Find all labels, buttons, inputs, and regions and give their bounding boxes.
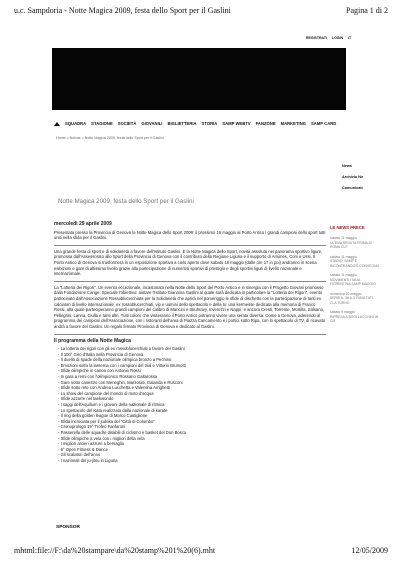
news-date: sabato 11 maggio — [330, 273, 357, 277]
print-header-title: u.c. Sampdoria - Notte Magica 2009, festa dello Sport per il Gaslini — [14, 6, 231, 15]
program-list — [54, 346, 326, 463]
news-text[interactable]: MOVIMENTI ITALIA FIORENTINA SAMP MAGGIO — [330, 277, 376, 286]
main-navigation — [54, 118, 346, 129]
news-text[interactable]: RIPRESA A BOGI LUCCHINI IN GR — [330, 314, 379, 323]
list-item: - 6° Open Fitness & Dance — [58, 447, 326, 453]
list-item: - Lo show del campione del mondo di moto d'acqua — [58, 391, 326, 397]
list-item: - Emozioni sotto la lanterna con i campioni del trial e Vittorio Brumotti — [58, 363, 326, 369]
list-item: - I saggi dell'Aquilium e i giovani della nazionale di ritmica — [58, 402, 326, 408]
list-item: - La lotteria dei rigori con gli ex rossoblucerchiati a favore del Gaslini — [58, 346, 326, 352]
nav-item-stagione[interactable]: STAGIONE — [91, 121, 113, 126]
article-paragraph-2: La "Lotteria dei Rigori". Un evento eccezionale, incastonato nella Notte dello Sport del Porto Antico e in sinergia con il Progetto Giovani promosso dalla Fondazione Carige. Speciale l'obiettivo: aiutare l'Istituto Giannina Gaslini al quale sarà dedicata in particolare la "Lotteria dei Rigori", evento patrocinato dall'Associazione Rossoblucerchiata per la Solidarietà che aprirà nel pomeriggio le sfide di dischetto con la partecipazione di tanti ex calciatori di livello internazionale, ex rossoblucerchiati, vip e uomini dello spettacolo e della tv: una kermesse dedicata alla memoria di Franco Rossi, alla quale parteciperanno grandi campioni del calibro di Mancini e Skuhravy, Inverezzi e Nappi, e ancora Cresti, Torrente, Mortilla, Salsano, Pellegrini, Lanna, Ciulla e tanti altri. Tutti coloro che visiteranno il Porto Antico potranno vivere una serata diversa. Come a Genova, aderendo al programma dei campioni dell'Associazione, con i ristoranti dell'area di Piazza Caricamento e i portici sotto Ripa, con lo spettacolo di TV, di ricavato andrà a favore del Gaslini. Un regalo firmato Provincia di Genova e dedicato al Gaslini. — [54, 284, 326, 329]
nav-item-storia[interactable]: STORIA — [201, 121, 218, 126]
nav-item-societa[interactable]: SOCIETÀ — [117, 121, 137, 126]
print-header-page: Pagina 1 di 2 — [346, 6, 388, 15]
print-footer-url: mhtml:file://F:\da%20stampare\da%20stamp%201%20(6).mht — [14, 546, 216, 555]
nav-item-sampcard[interactable]: SAMP CARD — [310, 121, 337, 126]
right-link-archive[interactable]: Archivio Ne — [342, 175, 364, 179]
list-item: - Lo spettacolo del Kata realizzato dalla nazionale di karate — [58, 408, 326, 414]
news-date: sabato 11 maggio — [330, 254, 357, 259]
news-text[interactable]: SERIE A, 36 A G RISULTATI, CLA TURNO — [330, 296, 374, 305]
news-date: sabato 11 maggio — [330, 236, 357, 240]
divider — [54, 334, 326, 335]
sidebar-news-item[interactable] — [330, 292, 380, 306]
news-date: domenica 10 maggio — [330, 291, 362, 296]
sidebar-news-item[interactable] — [330, 255, 380, 269]
divider — [54, 245, 326, 246]
article-lead: Presentata presso la Provincia di Genova la Notte Magica dello Sport 2009: il prossimo 16 maggio al Porto Antico i grandi campioni dello sport tutti uniti nella sfida per il Gaslini. — [54, 229, 326, 241]
nav-item-marketing[interactable]: MARKETING — [280, 121, 306, 126]
login-link[interactable]: LOGIN — [331, 36, 344, 40]
article-paragraph-1: Una grande festa di sport e di solidarietà a favore dell'Istituto Gaslini. È la Notte Magica dello Sport, novità assoluta nel panorama sportivo ligure, promossa dall'Assessorato allo Sport della Provincia di Genova con il contributo della Regione Liguria e il supporto di Amimes, Coni e Ussi. Il Porto Antico di Genova si trasformerà in un esposizione sportiva a cielo aperto dove sabato 16 maggio (dalle ore 17 in poi) andranno in scena esibizioni e gare di altissimo livello grazie alla partecipazione di numerosi sportivi di prestigio e degli sportivi liguri di livello nazionale e internazionale. — [54, 248, 323, 277]
right-link-news[interactable]: News — [342, 164, 352, 168]
list-item: - Passerella delle squadre disabili di ciclismo e basket del Don Bosco — [58, 430, 326, 436]
list-item: - Sfide azzurre nel taekwondo — [58, 396, 326, 402]
top-links — [306, 36, 351, 40]
divider — [54, 281, 326, 282]
nav-item-webtv[interactable]: SAMP WEBTV — [222, 121, 251, 126]
nav-item-fanzone[interactable]: FANZONE — [255, 121, 276, 126]
news-text[interactable]: ULTIMA SEDUTA PRIMA DI ROMA CUT — [330, 240, 373, 249]
list-item: - I migliori arcieri azzurri a bersaglio — [58, 441, 326, 447]
list-item: - I nazionali del ju-jitsu in Liguria — [58, 458, 326, 464]
home-icon[interactable] — [54, 122, 60, 126]
nav-item-giovanili[interactable]: GIOVANILI — [141, 121, 163, 126]
nav-item-biglietteria[interactable]: BIGLIETTERIA — [167, 121, 197, 126]
language-link[interactable]: IT — [348, 36, 352, 40]
list-item: - Sfide olimpiche a vela con i migliori della vela — [58, 436, 326, 442]
register-link[interactable]: REGISTRATI — [306, 36, 327, 40]
list-item: - In gara a remi con l'olimpionico Rossano Galtarossa — [58, 374, 326, 380]
breadcrumb[interactable]: Home > Notizie > Notte Magica 2009, festa dello Sport per il Gaslini — [56, 136, 164, 140]
news-date: sabato 9 maggio — [330, 310, 356, 314]
list-item: - Sfide sotto rete con Andrea Lucchetta e Valentina Arrighetti — [58, 385, 326, 391]
list-item: - Il 100° Giro d'Italia nella Provincia di Genova — [58, 352, 326, 358]
article-date: mercoledì 29 aprile 2009 — [54, 221, 112, 227]
list-item: - Gli scalatori dell'anno — [58, 452, 326, 458]
article-body — [54, 222, 326, 464]
site-banner — [52, 48, 346, 110]
sidebar-news-item[interactable] — [330, 236, 380, 250]
sidebar-title: LE NEWS PRECE — [330, 225, 365, 230]
page-title: Notte Magica 2009, festa dello Sport per il Gaslini — [58, 198, 194, 205]
nav-item-squadra[interactable]: SQUADRA — [65, 121, 87, 126]
sidebar-news-item[interactable] — [330, 273, 380, 287]
print-footer-date: 12/05/2009 — [351, 546, 388, 555]
list-item: - Sfida incrociata per il judoka del "Città di Colombo" — [58, 419, 326, 425]
program-title: Il programma della Notte Magica — [54, 337, 131, 344]
sponsor-label: SPONSOR — [56, 525, 80, 530]
list-item: - Cronoprologo 19° Trofeo Fanfaroni — [58, 424, 326, 430]
news-text[interactable]: STADIO: SAMP E INCONTRANDOSI CONVEGNO — [330, 259, 380, 268]
list-item: - Il duello di spade della nazionale olimpica bronzo a Pechino — [58, 357, 326, 363]
sidebar-news-item[interactable] — [330, 310, 380, 324]
sidebar-news-list — [330, 236, 380, 329]
list-item: - Il ring della golden league di Marco Castiglione — [58, 413, 326, 419]
right-link-comunicati[interactable]: Comunicati — [342, 186, 363, 190]
list-item: - Gare sotto canestro con Meneghin, Marzorati, Galanda e Rusconi — [58, 380, 326, 386]
list-item: - Sfide olimpiche in canoa con Antonio Rossi — [58, 368, 326, 374]
